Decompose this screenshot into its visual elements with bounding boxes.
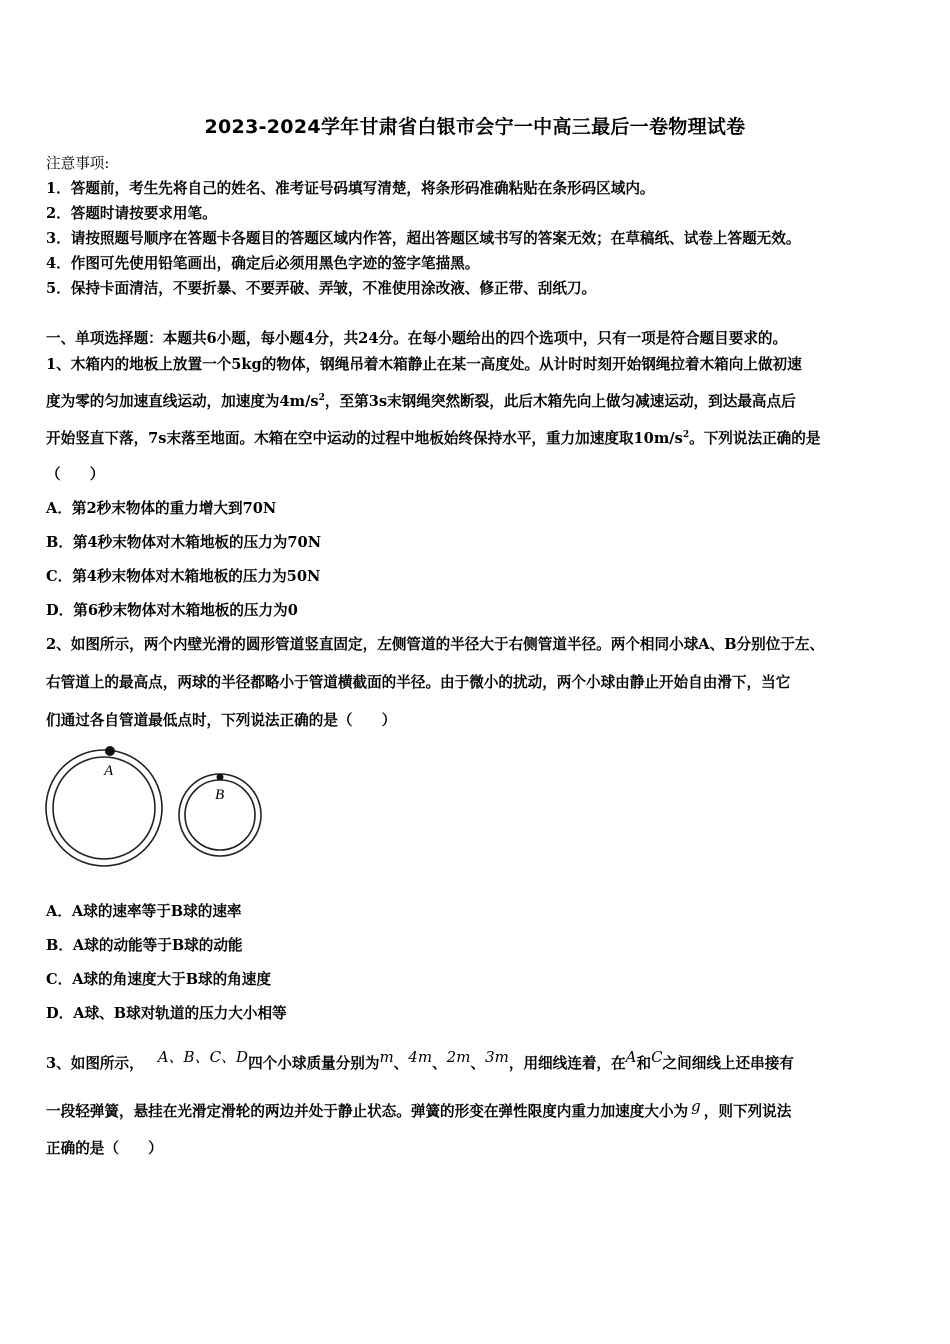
note-item: 2．答题时请按要求用笔。 bbox=[46, 205, 217, 222]
option-b: B．第4秒末物体对木箱地板的压力为70N bbox=[46, 534, 322, 551]
answer-blank: （ ） bbox=[46, 466, 105, 483]
text-run: 度为零的匀加速直线运动，加速度为4m/s bbox=[46, 393, 319, 410]
question-2-text: 们通过各自管道最低点时，下列说法正确的是（ ） bbox=[46, 712, 397, 729]
text-run: ，则下列说法 bbox=[703, 1103, 792, 1120]
superscript: 2 bbox=[682, 430, 690, 441]
mass-4: 3m bbox=[485, 1048, 509, 1066]
text-run: ，用细线连着，在 bbox=[508, 1055, 626, 1072]
text-run: 开始竖直下落，7s末落至地面。木箱在空中运动的过程中地板始终保持水平，重力加速度取10m/s bbox=[46, 430, 683, 447]
question-3-text bbox=[46, 1038, 794, 1083]
text-run: ，至第3s末钢绳突然断裂，此后木箱先向上做匀减速运动，到达最高点后 bbox=[324, 393, 796, 410]
ball-a bbox=[105, 746, 115, 756]
ball-a-symbol: A bbox=[625, 1048, 637, 1066]
option-c: C．A球的角速度大于B球的角速度 bbox=[46, 971, 271, 988]
note-item: 4．作图可先使用铅笔画出，确定后必须用黑色字迹的签字笔描黑。 bbox=[46, 255, 480, 272]
ball-b bbox=[217, 774, 224, 781]
text-run: 。下列说法正确的是 bbox=[689, 430, 821, 447]
separator: 、 bbox=[393, 1055, 409, 1072]
option-d: D．A球、B球对轨道的压力大小相等 bbox=[46, 1005, 287, 1022]
question-3-text: 正确的是（ ） bbox=[46, 1140, 163, 1157]
mass-3: 2m bbox=[446, 1048, 471, 1066]
ball-c-symbol: C bbox=[651, 1048, 663, 1066]
gravity-symbol: g bbox=[691, 1097, 701, 1115]
question-3-text bbox=[46, 1091, 791, 1127]
page-title: 2023-2024学年甘肃省白银市会宁一中高三最后一卷物理试卷 bbox=[204, 116, 746, 138]
mass-1: m bbox=[379, 1048, 394, 1066]
label-b: B bbox=[215, 787, 225, 803]
text-run: 之间细线上还串接有 bbox=[662, 1055, 794, 1072]
note-item: 3．请按照题号顺序在答题卡各题目的答题区域内作答，超出答题区域书写的答案无效；在草稿纸、试卷上答题无效。 bbox=[46, 230, 801, 247]
question-2-text: 2、如图所示，两个内壁光滑的圆形管道竖直固定，左侧管道的半径大于右侧管道半径。两个相同小球A、B分别位于左、 bbox=[46, 636, 825, 653]
option-a: A．第2秒末物体的重力增大到70N bbox=[46, 500, 277, 517]
ball-labels: A、B、C、D bbox=[157, 1048, 249, 1066]
question-2-text: 右管道上的最高点，两球的半径都略小于管道横截面的半径。由于微小的扰动，两个小球由静止开始自由滑下，当它 bbox=[46, 674, 791, 691]
option-b: B．A球的动能等于B球的动能 bbox=[46, 937, 243, 954]
option-c: C．第4秒末物体对木箱地板的压力为50N bbox=[46, 568, 321, 585]
note-item: 1．答题前，考生先将自己的姓名、准考证号码填写清楚，将条形码准确粘贴在条形码区域内。 bbox=[46, 180, 655, 197]
separator: 、 bbox=[432, 1055, 447, 1072]
text-run: 和 bbox=[636, 1055, 652, 1072]
question-1-text: 1、木箱内的地板上放置一个5kg的物体，钢绳吊着木箱静止在某一高度处。从计时时刻开始钢绳拉着木箱向上做初速 bbox=[46, 356, 802, 373]
text-run: 四个小球质量分别为 bbox=[248, 1055, 380, 1072]
option-d: D．第6秒末物体对木箱地板的压力为0 bbox=[46, 602, 298, 619]
question-1-text bbox=[46, 427, 820, 448]
note-item: 5．保持卡面清洁，不要折暴、不要弄破、弄皱，不准使用涂改液、修正带、刮纸刀。 bbox=[46, 280, 597, 297]
circular-tubes-figure bbox=[40, 738, 280, 874]
text-run: 一段轻弹簧，悬挂在光滑定滑轮的两边并处于静止状态。弹簧的形变在弹性限度内重力加速度大小为 bbox=[46, 1103, 689, 1120]
label-a: A bbox=[104, 763, 114, 779]
question-1-text bbox=[46, 390, 796, 411]
notes-heading: 注意事项: bbox=[46, 155, 110, 172]
section-heading: 一、单项选择题：本题共6小题，每小题4分，共24分。在每小题给出的四个选项中，只有一项是符合题目要求的。 bbox=[46, 330, 788, 347]
superscript: 2 bbox=[318, 393, 325, 404]
option-a: A．A球的速率等于B球的速率 bbox=[46, 903, 242, 920]
mass-2: 4m bbox=[408, 1048, 433, 1066]
text-run: 3、如图所示， bbox=[46, 1055, 144, 1072]
separator: 、 bbox=[470, 1055, 486, 1072]
